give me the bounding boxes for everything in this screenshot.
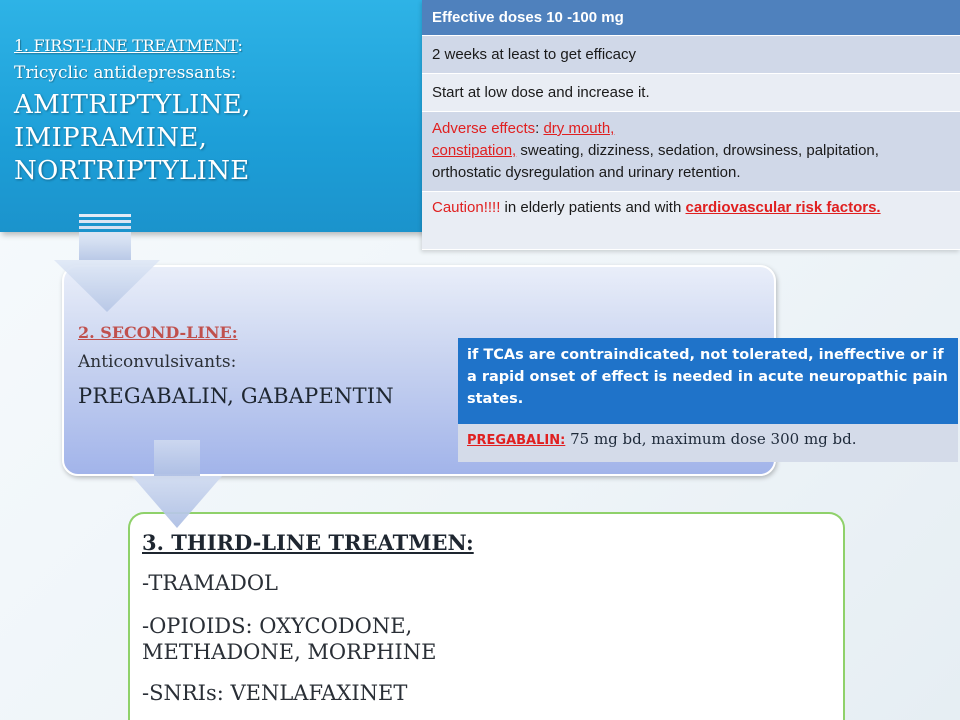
drug-nortriptyline: NORTRIPTYLINE	[14, 156, 250, 186]
second-line-drug-list: PREGABALIN, GABAPENTIN	[78, 384, 394, 408]
adverse-effects-label: Adverse effects	[432, 120, 536, 137]
second-line-drug-class: Anticonvulsivants:	[78, 352, 237, 372]
third-line-item-opioids: -OPIOIDS: OXYCODONE, METHADONE, MORPHINE	[142, 614, 437, 664]
second-line-heading: 2. SECOND-LINE:	[78, 323, 238, 342]
second-line-callout	[458, 338, 958, 462]
pregabalin-label: PREGABALIN:	[467, 433, 566, 448]
table-row-dosing: Start at low dose and increase it.	[422, 74, 960, 112]
table-row-caution: Caution!!!! in elderly patients and with cardiovascular risk factors.	[422, 192, 960, 250]
drug-amitriptyline: AMITRIPTYLINE,	[14, 90, 251, 120]
drug-imipramine: IMIPRAMINE,	[14, 123, 208, 153]
table-row-efficacy: 2 weeks at least to get efficacy	[422, 36, 960, 74]
tca-info-table	[422, 0, 960, 250]
third-line-item-tramadol: -TRAMADOL	[142, 571, 278, 595]
cardiovascular-risk-text: cardiovascular risk factors.	[685, 199, 881, 216]
callout-pregabalin-dose: PREGABALIN: 75 mg bd, maximum dose 300 mg bd.	[458, 424, 958, 462]
third-line-item-snris: -SNRIs: VENLAFAXINET	[142, 681, 408, 705]
third-line-heading: 3. THIRD-LINE TREATMEN:	[142, 530, 474, 555]
callout-condition: if TCAs are contraindicated, not tolerated, ineffective or if a rapid onset of effect is needed in acute neuropathic pain states.	[458, 338, 958, 424]
third-line-box	[128, 512, 845, 720]
caution-label: Caution!!!!	[432, 199, 501, 216]
down-arrow-icon	[54, 208, 160, 312]
down-arrow-icon	[132, 440, 222, 530]
first-line-heading: 1. FIRST-LINE TREATMENT:	[14, 36, 243, 55]
table-header-effective-doses: Effective doses 10 -100 mg	[422, 0, 960, 36]
first-line-drug-class: Tricyclic antidepressants:	[14, 63, 237, 83]
table-row-adverse-effects: Adverse effects: dry mouth, constipation, sweating, dizziness, sedation, drowsiness, palpitation, orthostatic dysregulation and urinary retention.	[422, 112, 960, 192]
